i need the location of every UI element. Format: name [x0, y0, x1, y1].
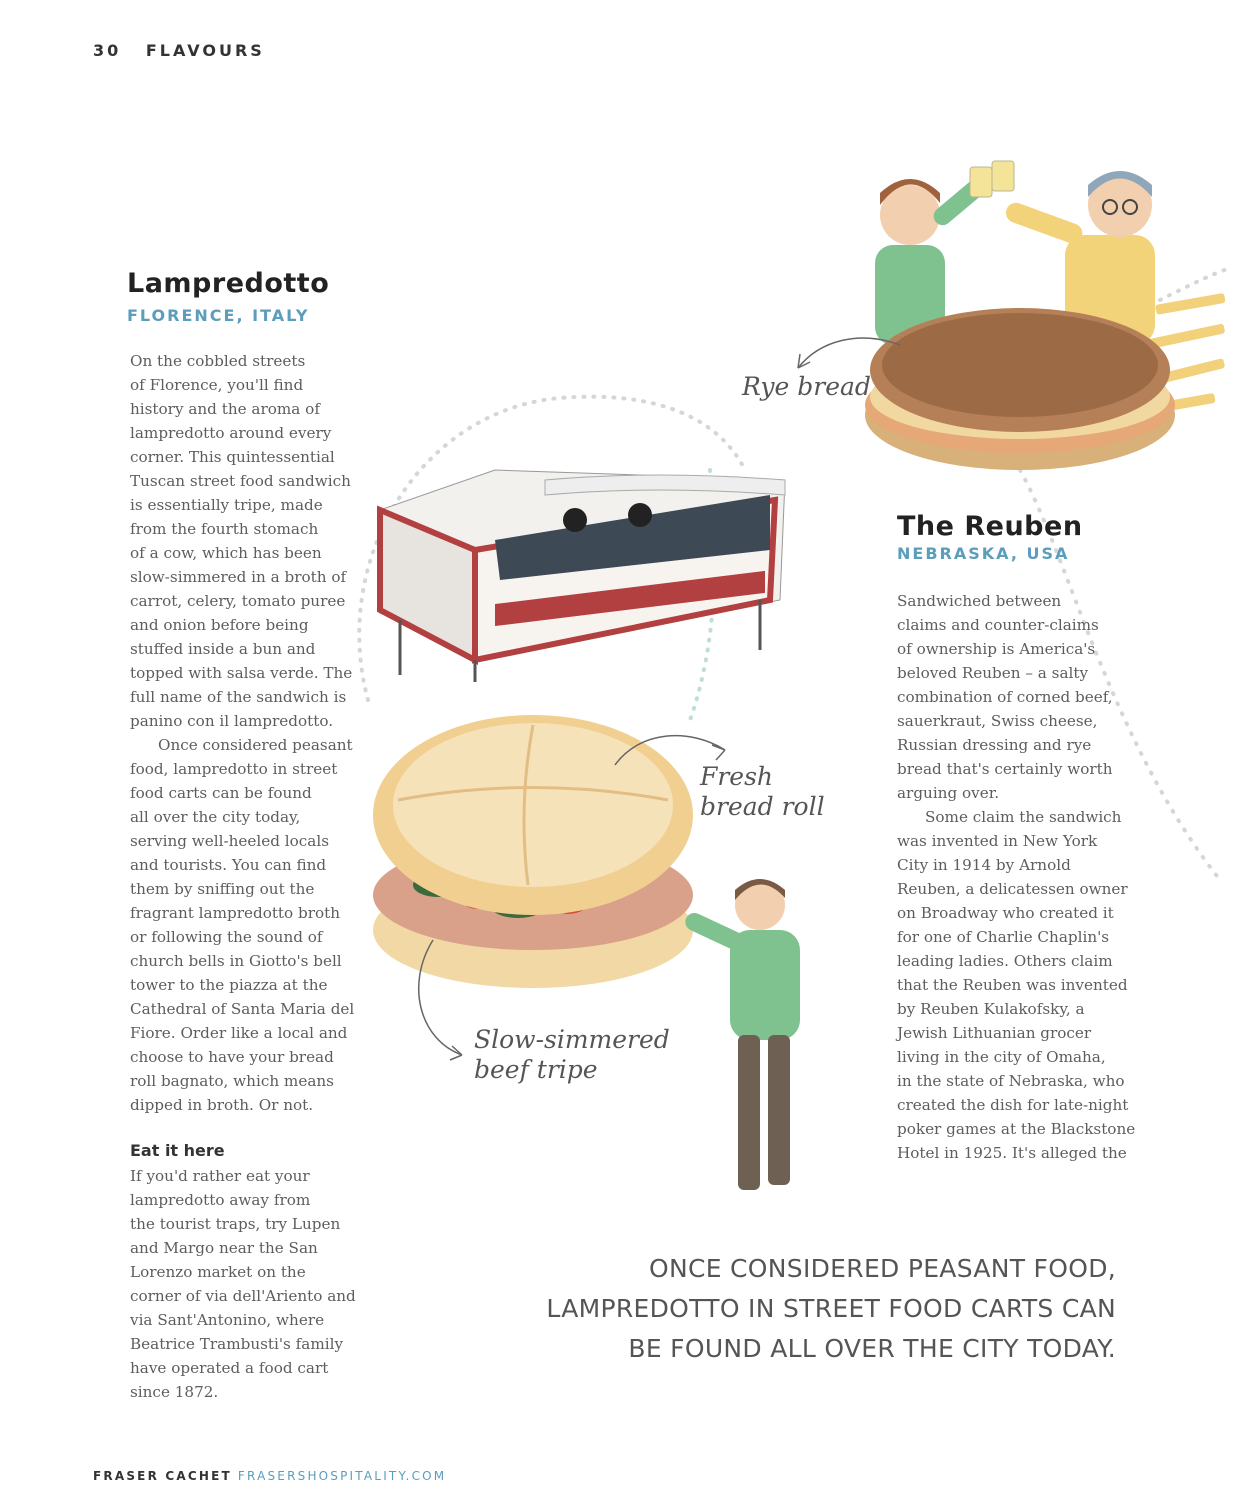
- annotation-text: beef tripe: [474, 1055, 598, 1084]
- page-number: 30: [93, 41, 122, 60]
- pull-quote-line: LAMPREDOTTO IN STREET FOOD CARTS CAN: [546, 1294, 1116, 1323]
- body-line: arguing over.: [897, 784, 1000, 802]
- body-line: and onion before being: [130, 616, 309, 634]
- body-line: City in 1914 by Arnold: [897, 856, 1071, 874]
- body-line: created the dish for late-night: [897, 1096, 1129, 1114]
- body-line: in the state of Nebraska, who: [897, 1072, 1125, 1090]
- body-line: since 1872.: [130, 1383, 219, 1401]
- body-line: Cathedral of Santa Maria del: [130, 1000, 355, 1018]
- body-line: on Broadway who created it: [897, 904, 1114, 922]
- body-line: Reuben, a delicatessen owner: [897, 880, 1128, 898]
- body-line: for one of Charlie Chaplin's: [897, 928, 1110, 946]
- body-line: lampredotto away from: [130, 1191, 311, 1209]
- body-line: beloved Reuben – a salty: [897, 664, 1089, 682]
- body-line: and tourists. You can find: [130, 856, 327, 874]
- body-line: serving well-heeled locals: [130, 832, 330, 850]
- annotation-rye-bread: [742, 372, 871, 402]
- article-location: FLORENCE, ITALY: [127, 306, 310, 325]
- body-line: Beatrice Trambusti's family: [130, 1335, 344, 1353]
- body-line: Some claim the sandwich: [925, 808, 1122, 826]
- footer-url-link[interactable]: FRASERSHOSPITALITY.COM: [237, 1469, 447, 1483]
- arrow-slow-simmered: [419, 940, 462, 1055]
- body-line: food carts can be found: [130, 784, 312, 802]
- body-line: them by sniffing out the: [130, 880, 315, 898]
- body-line: that the Reuben was invented: [897, 976, 1128, 994]
- body-line: food, lampredotto in street: [130, 760, 338, 778]
- body-line: the tourist traps, try Lupen: [130, 1215, 341, 1233]
- body-line: Once considered peasant: [158, 736, 353, 754]
- body-line: corner of via dell'Ariento and: [130, 1287, 356, 1305]
- annotation-slow-simmered: [474, 1025, 670, 1085]
- body-line: Sandwiched between: [897, 592, 1062, 610]
- article-title: Lampredotto: [127, 268, 330, 299]
- body-line: panino con il lampredotto.: [130, 712, 334, 730]
- body-line: Jewish Lithuanian grocer: [897, 1024, 1092, 1042]
- footer: [93, 1469, 446, 1483]
- body-line: of a cow, which has been: [130, 544, 322, 562]
- body-line: claims and counter-claims: [897, 616, 1099, 634]
- footer-brand: FRASER CACHET: [93, 1469, 232, 1483]
- body-line: Russian dressing and rye: [897, 736, 1092, 754]
- annotation-text: Rye bread: [742, 372, 871, 401]
- body-line: Lorenzo market on the: [130, 1263, 306, 1281]
- pull-quote-line: ONCE CONSIDERED PEASANT FOOD,: [648, 1254, 1116, 1283]
- body-line: was invented in New York: [897, 832, 1098, 850]
- body-line: history and the aroma of: [130, 400, 320, 418]
- body-line: Fiore. Order like a local and: [130, 1024, 348, 1042]
- body-line: stuffed inside a bun and: [130, 640, 316, 658]
- section-name: FLAVOURS: [145, 41, 265, 60]
- body-line: all over the city today,: [130, 808, 301, 826]
- body-line: topped with salsa verde. The: [130, 664, 353, 682]
- body-line: dipped in broth. Or not.: [130, 1096, 314, 1114]
- body-line: slow-simmered in a broth of: [130, 568, 347, 586]
- annotation-text: bread roll: [700, 792, 825, 821]
- body-line: church bells in Giotto's bell: [130, 952, 342, 970]
- body-line: poker games at the Blackstone: [897, 1120, 1136, 1138]
- body-line: roll bagnato, which means: [130, 1072, 334, 1090]
- body-line: tower to the piazza at the: [130, 976, 328, 994]
- body-line: by Reuben Kulakofsky, a: [897, 1000, 1085, 1018]
- annotation-fresh-bread-roll: [700, 762, 825, 822]
- body-line: from the fourth stomach: [130, 520, 319, 538]
- body-line: choose to have your bread: [130, 1048, 334, 1066]
- body-line: lampredotto around every: [130, 424, 332, 442]
- body-line: If you'd rather eat your: [130, 1167, 310, 1185]
- body-line: combination of corned beef,: [897, 688, 1113, 706]
- pull-quote: [546, 1249, 1116, 1369]
- body-line: and Margo near the San: [130, 1239, 318, 1257]
- body-line: sauerkraut, Swiss cheese,: [897, 712, 1098, 730]
- eat-it-here-heading: Eat it here: [130, 1141, 225, 1160]
- article-title: The Reuben: [897, 511, 1083, 542]
- body-line: leading ladies. Others claim: [897, 952, 1113, 970]
- body-line: Tuscan street food sandwich: [130, 472, 351, 490]
- body-line: fragrant lampredotto broth: [130, 904, 341, 922]
- arrow-fresh-bread-roll: [615, 736, 725, 765]
- body-line: full name of the sandwich is: [130, 688, 347, 706]
- article-location: NEBRASKA, USA: [897, 544, 1070, 563]
- arrow-rye-bread: [798, 338, 900, 368]
- body-line: or following the sound of: [130, 928, 323, 946]
- lampredotto-body: [130, 349, 354, 1117]
- body-line: is essentially tripe, made: [130, 496, 323, 514]
- body-line: Hotel in 1925. It's alleged the: [897, 1144, 1127, 1162]
- annotation-text: Slow-simmered: [474, 1025, 670, 1054]
- body-line: of ownership is America's: [897, 640, 1096, 658]
- reuben-body: [897, 589, 1135, 1165]
- body-line: corner. This quintessential: [130, 448, 335, 466]
- eat-it-here-body: [130, 1164, 356, 1404]
- body-line: bread that's certainly worth: [897, 760, 1113, 778]
- annotation-text: Fresh: [700, 762, 774, 791]
- body-line: have operated a food cart: [130, 1359, 329, 1377]
- body-line: On the cobbled streets: [130, 352, 306, 370]
- pull-quote-line: BE FOUND ALL OVER THE CITY TODAY.: [628, 1334, 1116, 1363]
- body-line: carrot, celery, tomato puree: [130, 592, 346, 610]
- body-line: via Sant'Antonino, where: [130, 1311, 325, 1329]
- body-line: of Florence, you'll find: [130, 376, 304, 394]
- body-line: living in the city of Omaha,: [897, 1048, 1106, 1066]
